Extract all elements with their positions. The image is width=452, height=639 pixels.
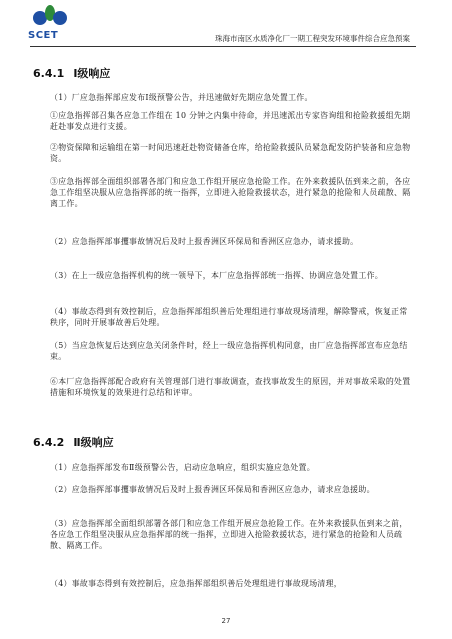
paragraph: （4）事故事态得到有效控制后，应急指挥部组织善后处理组进行事故现场清理， bbox=[50, 579, 342, 588]
paragraph: ②物资保障和运输组在第一时间迅速赶赴物资储备仓库，给抢险救援队员紧急配发防护装备和应急物资。 bbox=[50, 143, 411, 163]
page-header bbox=[0, 0, 452, 52]
paragraph: ③应急指挥部全面组织部署各部门和应急工作组开展应急抢险工作。在外来救援队伍到来之前，各应急工作组坚决服从应急指挥部的统一指挥，立即进入抢险救援状态，进行紧急的抢险和人员疏散、隔离工作。 bbox=[50, 177, 411, 208]
section-title: Ⅰ级响应 bbox=[73, 67, 111, 80]
paragraph: （2）应急指挥部事攫事故情况后及时上报香洲区环保局和香洲区应急办，请求援助。 bbox=[50, 237, 359, 246]
paragraph: （3）应急指挥部全面组织部署各部门和应急工作组开展应急抢险工作。在外来救援队伍到来之前，各应急工作组坚决服从应急指挥部的统一指挥，立即进入抢险救援状态，进行紧急的抢险和人员疏散、隔离工作。 bbox=[50, 519, 408, 550]
section-title: Ⅱ级响应 bbox=[73, 436, 114, 449]
page-number: 27 bbox=[221, 617, 231, 625]
paragraph: （1）厂应急指挥部应发布Ⅰ级预警公告，并迅速做好先期应急处置工作。 bbox=[50, 93, 313, 102]
paragraph: （2）应急指挥部事攫事故情况后及时上报香洲区环保局和香洲区应急办，请求应急援助。 bbox=[50, 485, 375, 494]
section-heading-6-4-2 bbox=[33, 434, 114, 450]
paragraph: ⑥本厂应急指挥部配合政府有关管理部门进行事故调查，查找事故发生的原因，并对事故采取的处置措施和环境恢复的效果进行总结和评审。 bbox=[50, 377, 411, 397]
logo-text: SCET bbox=[28, 30, 59, 41]
paragraph: （1）应急指挥部发布Ⅱ级预警公告，启动应急响应，组织实施应急处置。 bbox=[50, 463, 315, 472]
paragraph: （3）在上一级应急指挥机构的统一领导下，本厂应急指挥部统一指挥、协调应急处置工作。 bbox=[50, 271, 383, 280]
section-number: 6.4.1 bbox=[33, 67, 65, 80]
section-heading-6-4-1 bbox=[33, 65, 110, 81]
paragraph: （5）当应急恢复后达到应急关闭条件时，经上一级应急指挥机构同意，由厂应急指挥部宣布应急结束。 bbox=[50, 341, 408, 361]
section-number: 6.4.2 bbox=[33, 436, 65, 449]
paragraph: （4）事故态得到有效控制后，应急指挥部组织善后处理组进行事故现场清理，解除警戒，恢复正常秩序，同时开展事故善后处理。 bbox=[50, 307, 408, 327]
paragraph: ①应急指挥部召集各应急工作组在 10 分钟之内集中待命，并迅速派出专家咨询组和抢险救援组先期赶赴事发点进行支援。 bbox=[50, 111, 411, 131]
document-title: 珠海市南区水质净化厂一期工程突发环境事件综合应急预案 bbox=[215, 34, 410, 43]
header-divider bbox=[30, 46, 416, 47]
